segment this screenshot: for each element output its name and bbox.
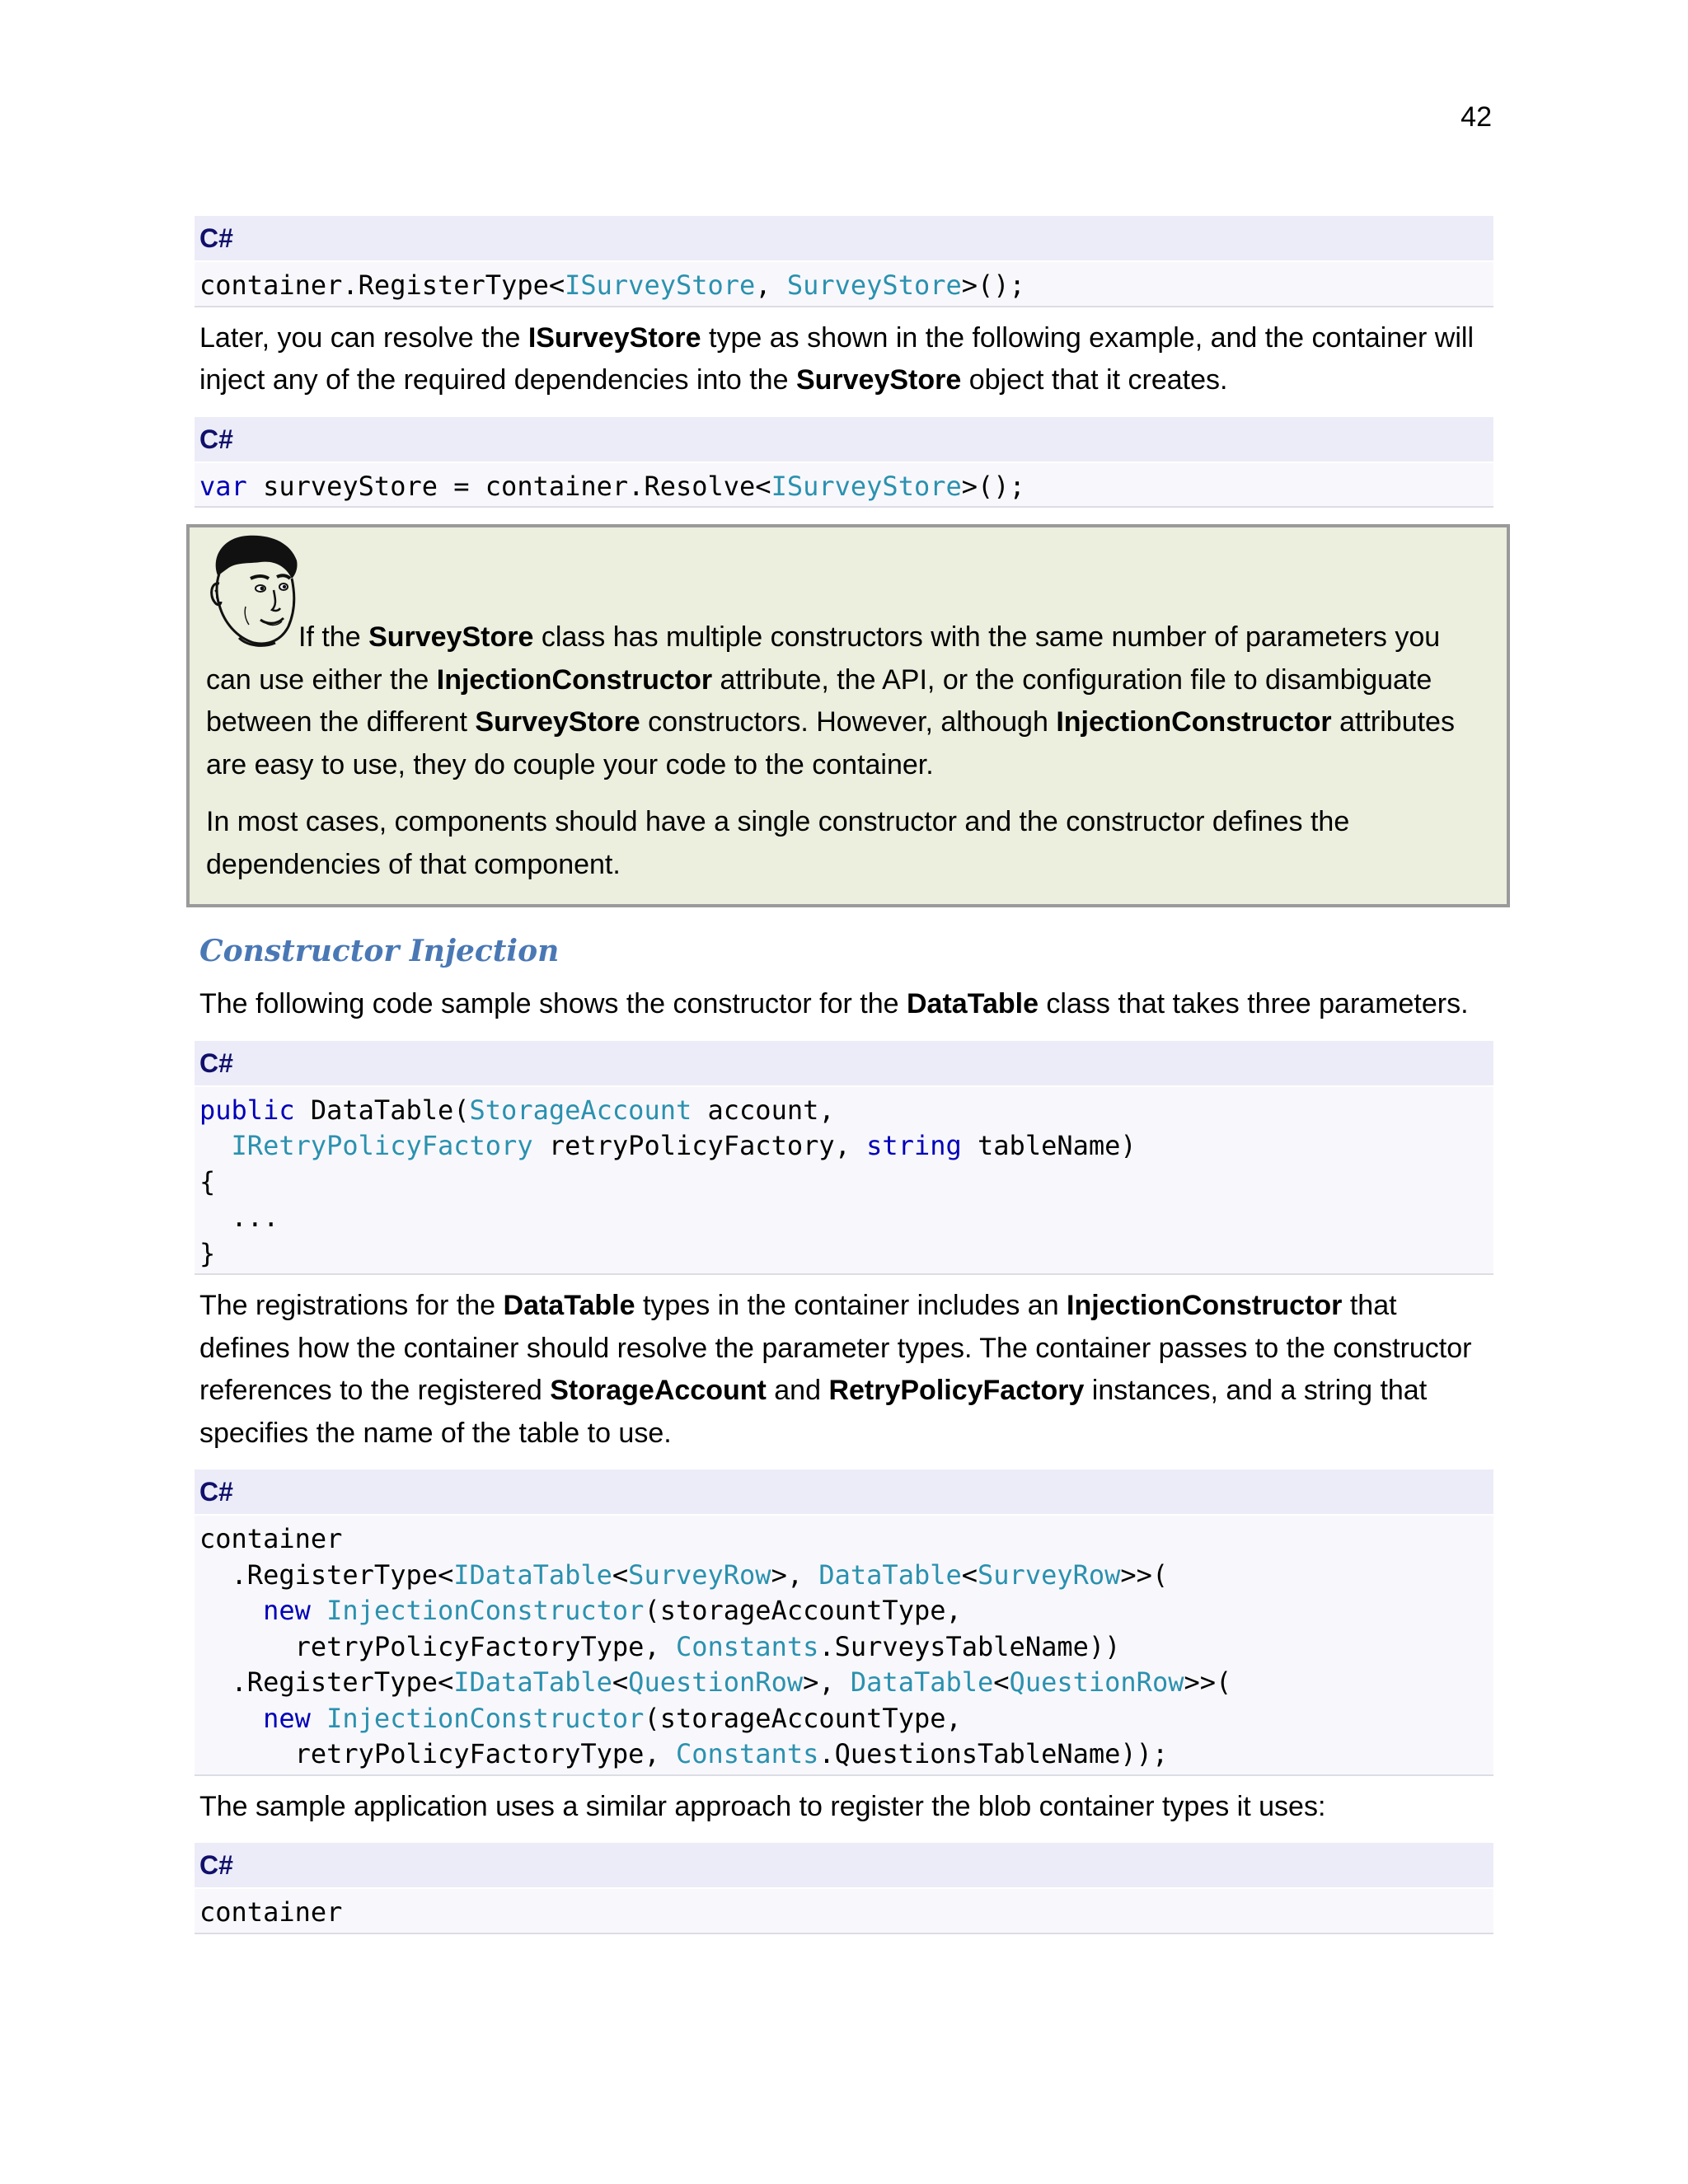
note-paragraph: In most cases, components should have a single constructor and the constructor defines the dependencies of that component. [206,806,1350,880]
code-body[interactable]: public DataTable(StorageAccount account, IRetryPolicyFactory retryPolicyFactory, string tableName) { ... } [195,1087,1493,1276]
note-paragraph: If the SurveyStore class has multiple constructors with the same number of parameters you can use either the InjectionConstructor attribute, the API, or the configuration file to disambiguate between the different SurveyStore constructors. However, although InjectionConstructor attributes are easy to use, they do couple your code to the container. [206,621,1455,780]
code-block [195,216,1493,307]
body-paragraph: The following code sample shows the constructor for the DataTable class that takes three parameters. [199,988,1469,1019]
note-callout [186,524,1510,907]
body-paragraph: The sample application uses a similar approach to register the blob container types it uses: [199,1790,1326,1822]
body-paragraph: The registrations for the DataTable types in the container includes an InjectionConstructor that defines how the container should resolve the parameter types. The container passes to the constructor references to the registered StorageAccount and RetryPolicyFactory instances, and a string that specifies the name of the table to use. [199,1290,1472,1449]
code-block [195,1041,1493,1276]
code-body[interactable]: container .RegisterType<IDataTable<SurveyRow>, DataTable<SurveyRow>>( new InjectionConstructor(storageAccountType, retryPolicyFactoryType, Constants.SurveysTableName)) .RegisterType<IDataTable<QuestionRow>, DataTable<QuestionRow>>( new InjectionConstructor(storageAccountType, retryPolicyFactoryType, Constants.QuestionsTableName)); [195,1516,1493,1776]
body-paragraph: Later, you can resolve the ISurveyStore type as shown in the following example, and the container will inject any of the required dependencies into the SurveyStore object that it creates. [199,321,1475,396]
code-language-label: C# [195,216,1493,262]
code-body[interactable]: container [195,1889,1493,1934]
face-illustration-icon [206,532,303,648]
code-body[interactable]: var surveyStore = container.Resolve<ISurveyStore>(); [195,463,1493,509]
code-body[interactable]: container.RegisterType<ISurveyStore, SurveyStore>(); [195,262,1493,307]
code-language-label: C# [195,1843,1493,1889]
code-language-label: C# [195,1041,1493,1087]
code-language-label: C# [195,417,1493,463]
page-number: 42 [1461,101,1492,133]
code-block [195,1469,1493,1776]
code-block [195,417,1493,509]
section-heading: Constructor Injection [199,934,560,968]
page-content [195,216,1493,1934]
code-language-label: C# [195,1469,1493,1516]
code-block [195,1843,1493,1934]
